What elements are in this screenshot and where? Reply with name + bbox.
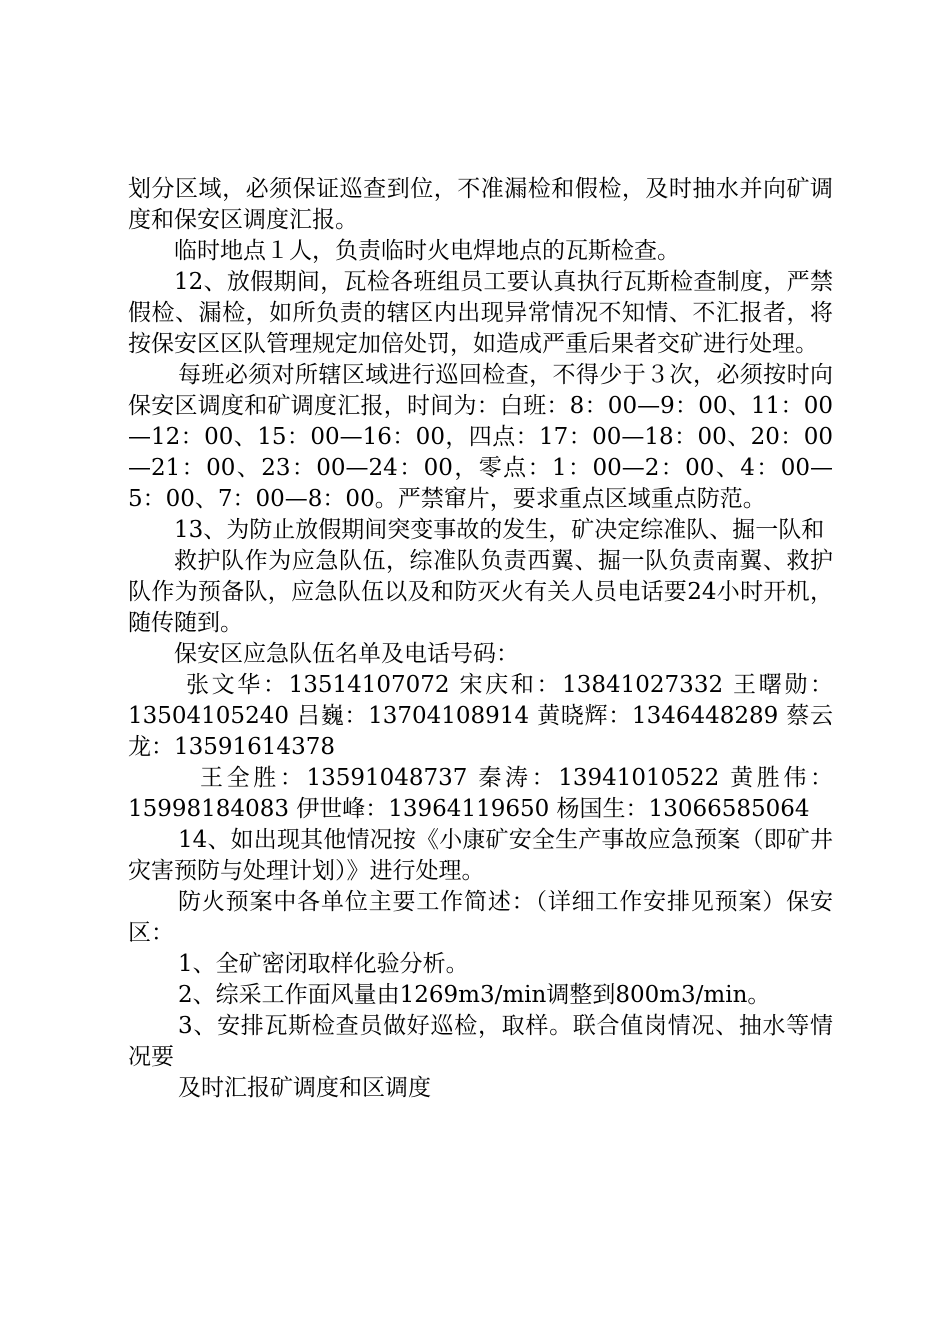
paragraph-temporary-site: 临时地点１人，负责临时火电焊地点的瓦斯检查。 [174,238,680,264]
paragraph-fire-plan-summary: 防火预案中各单位主要工作简述：（详细工作安排见预案）保安区： [128,889,833,946]
paragraph-task-1: 1、全矿密闭取样化验分析。 [178,951,469,977]
paragraph-contact-list-1: 张文华：13514107072 宋庆和：13841027332 王曙勋：13504105240 吕巍：13704108914 黄晓辉：1346448289 蔡云龙：13591614378 [128,672,833,760]
paragraph-item-14: 14、如出现其他情况按《小康矿安全生产事故应急预案（即矿井灾害预防与处理计划）》进行处理。 [128,827,833,884]
paragraph-patrol-schedule: 每班必须对所辖区域进行巡回检查，不得少于３次，必须按时向保安区调度和矿调度汇报，时间为：白班：8：00—9：00、11：00—12：00、15：00—16：00，四点：17：00—18：00、20：00—21：00、23：00—24：00，零点：1：00—2：00、4：00—5：00、7：00—8：00。严禁窜片，要求重点区域重点防范。 [128,362,833,512]
document-body [128,174,833,1104]
paragraph-item-12: 12、放假期间，瓦检各班组员工要认真执行瓦斯检查制度，严禁假检、漏检，如所负责的辖区内出现异常情况不知情、不汇报者，将按保安区区队管理规定加倍处罚，如造成严重后果者交矿进行处理。 [128,269,833,357]
paragraph-task-2: 2、综采工作面风量由1269m3/min调整到800m3/min。 [178,982,771,1008]
paragraph-item-13: 13、为防止放假期间突变事故的发生，矿决定综准队、掘一队和 [174,517,825,543]
paragraph-task-3: 3、安排瓦斯检查员做好巡检，取样。联合值岗情况、抽水等情况要 [128,1013,833,1070]
paragraph-report-timely: 及时汇报矿调度和区调度 [178,1075,431,1101]
paragraph-contact-list-heading: 保安区应急队伍名单及电话号码： [174,641,519,667]
paragraph-region-division: 划分区域，必须保证巡查到位，不准漏检和假检，及时抽水并向矿调度和保安区调度汇报。 [128,176,833,233]
paragraph-contact-list-2: 王全胜：13591048737 秦涛：13941010522 黄胜伟：15998184083 伊世峰：13964119650 杨国生：13066585064 [128,765,833,822]
paragraph-emergency-teams: 救护队作为应急队伍，综准队负责西翼、掘一队负责南翼、救护队作为预备队，应急队伍以及和防灭火有关人员电话要24小时开机，随传随到。 [128,548,833,636]
